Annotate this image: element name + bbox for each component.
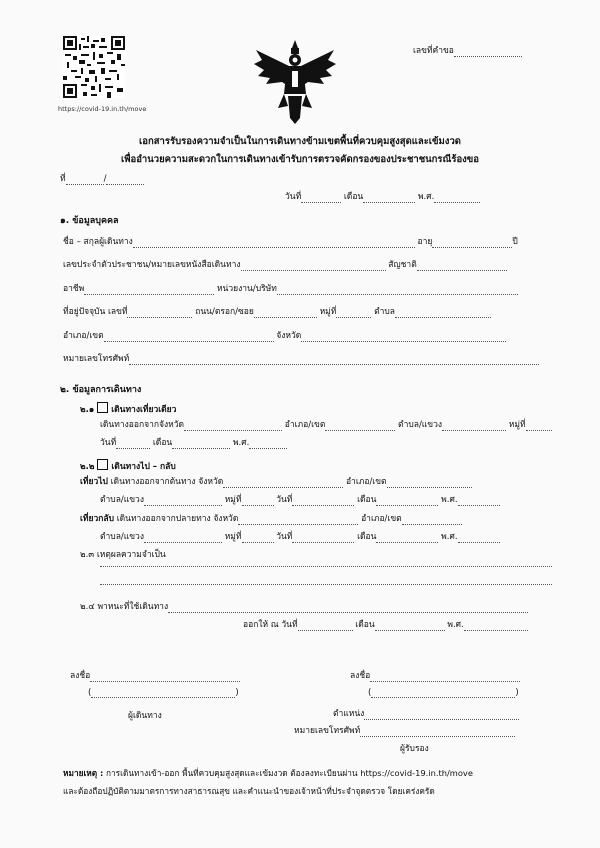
roundtrip-checkbox[interactable] — [97, 459, 108, 470]
reference-number-field[interactable]: ที่ / — [60, 174, 144, 185]
address-field[interactable]: ที่อยู่ปัจจุบัน เลขที่ ถนน/ตรอก/ซอย หมู่ที่ ตำบล — [63, 307, 491, 318]
note-text-1: การเดินทางเข้า-ออก พื้นที่ควบคุมสูงสุดและเข้มงวด ต้องลงทะเบียนผ่าน https://covid-19.in.th/move — [106, 768, 473, 778]
document-date-field[interactable]: วันที่ เดือน พ.ศ. — [285, 192, 480, 203]
outbound-origin-field[interactable]: เที่ยวไป เดินทางออกจากต้นทาง จังหวัด อำเภอ/เขต — [80, 477, 472, 488]
note-line-2: และต้องถือปฏิบัติตามมาตรการทางสาธารณสุข และคำแนะนำของเจ้าหน้าที่ประจำจุดตรวจ โดยเคร่งครัด — [63, 786, 435, 796]
certifier-role-label: ผู้รับรอง — [400, 744, 429, 754]
qr-caption: https://covid-19.in.th/move — [58, 105, 147, 113]
oneway-option[interactable]: ๒.๑ เดินทางเที่ยวเดียว — [80, 402, 176, 416]
certifier-phone-field[interactable]: หมายเลขโทรศัพท์ — [294, 723, 515, 737]
return-origin-field[interactable]: เที่ยวกลับ เดินทางออกจากปลายทาง จังหวัด อำเภอ/เขต — [80, 514, 462, 525]
note-line-1 — [63, 768, 473, 779]
section-2-heading: ๒. ข้อมูลการเดินทาง — [60, 385, 142, 395]
id-number-field[interactable]: เลขประจำตัวประชาชน/หมายเลขหนังสือเดินทาง สัญชาติ — [63, 260, 507, 271]
oneway-checkbox[interactable] — [97, 402, 108, 413]
traveller-printed-name[interactable]: ( ) — [88, 688, 239, 698]
traveller-signature-field[interactable]: ลงชื่อ — [70, 668, 240, 682]
certifier-printed-name[interactable]: ( ) — [368, 688, 519, 698]
phone-field[interactable]: หมายเลขโทรศัพท์ — [63, 354, 539, 365]
garuda-emblem-icon — [254, 38, 336, 128]
oneway-date-field[interactable]: วันที่ เดือน พ.ศ. — [100, 438, 287, 449]
district-province-field[interactable]: อำเภอ/เขต จังหวัด — [63, 331, 506, 342]
note-label: หมายเหตุ : — [63, 768, 104, 778]
reason-line-1[interactable] — [100, 566, 552, 567]
return-detail-field[interactable]: ตำบล/แขวง หมู่ที่ วันที่ เดือน พ.ศ. — [100, 532, 500, 543]
traveller-name-field[interactable]: ชื่อ – สกุลผู้เดินทาง อายุ ปี — [63, 237, 518, 247]
title-line-2: เพื่ออำนวยความสะดวกในการเดินทางเข้ารับการตรวจคัดกรองของประชาชนกรณีร้องขอ — [121, 154, 479, 165]
title-line-1: เอกสารรับรองความจำเป็นในการเดินทางข้ามเขตพื้นที่ควบคุมสูงสุดและเข้มงวด — [139, 136, 461, 147]
roundtrip-option[interactable]: ๒.๒ เดินทางไป – กลับ — [80, 459, 176, 473]
issued-date-field[interactable]: ออกให้ ณ วันที่ เดือน พ.ศ. — [243, 620, 528, 631]
vehicle-field[interactable]: ๒.๔ พาหนะที่ใช้เดินทาง — [80, 602, 528, 613]
occupation-field[interactable]: อาชีพ หน่วยงาน/บริษัท — [63, 284, 518, 295]
outbound-detail-field[interactable]: ตำบล/แขวง หมู่ที่ วันที่ เดือน พ.ศ. — [100, 495, 500, 506]
reason-label: ๒.๓ เหตุผลความจำเป็น — [80, 550, 166, 560]
section-1-heading: ๑. ข้อมูลบุคคล — [60, 216, 119, 226]
certifier-signature-field[interactable]: ลงชื่อ — [350, 668, 520, 682]
qr-code[interactable] — [63, 36, 125, 98]
certifier-position-field[interactable]: ตำแหน่ง — [333, 706, 519, 720]
oneway-origin-field[interactable]: เดินทางออกจากจังหวัด อำเภอ/เขต ตำบล/แขวง หมู่ที่ — [100, 420, 552, 431]
request-no-field[interactable]: เลขที่คำขอ — [413, 46, 522, 57]
traveller-role-label: ผู้เดินทาง — [128, 711, 162, 721]
reason-line-2[interactable] — [100, 584, 552, 585]
